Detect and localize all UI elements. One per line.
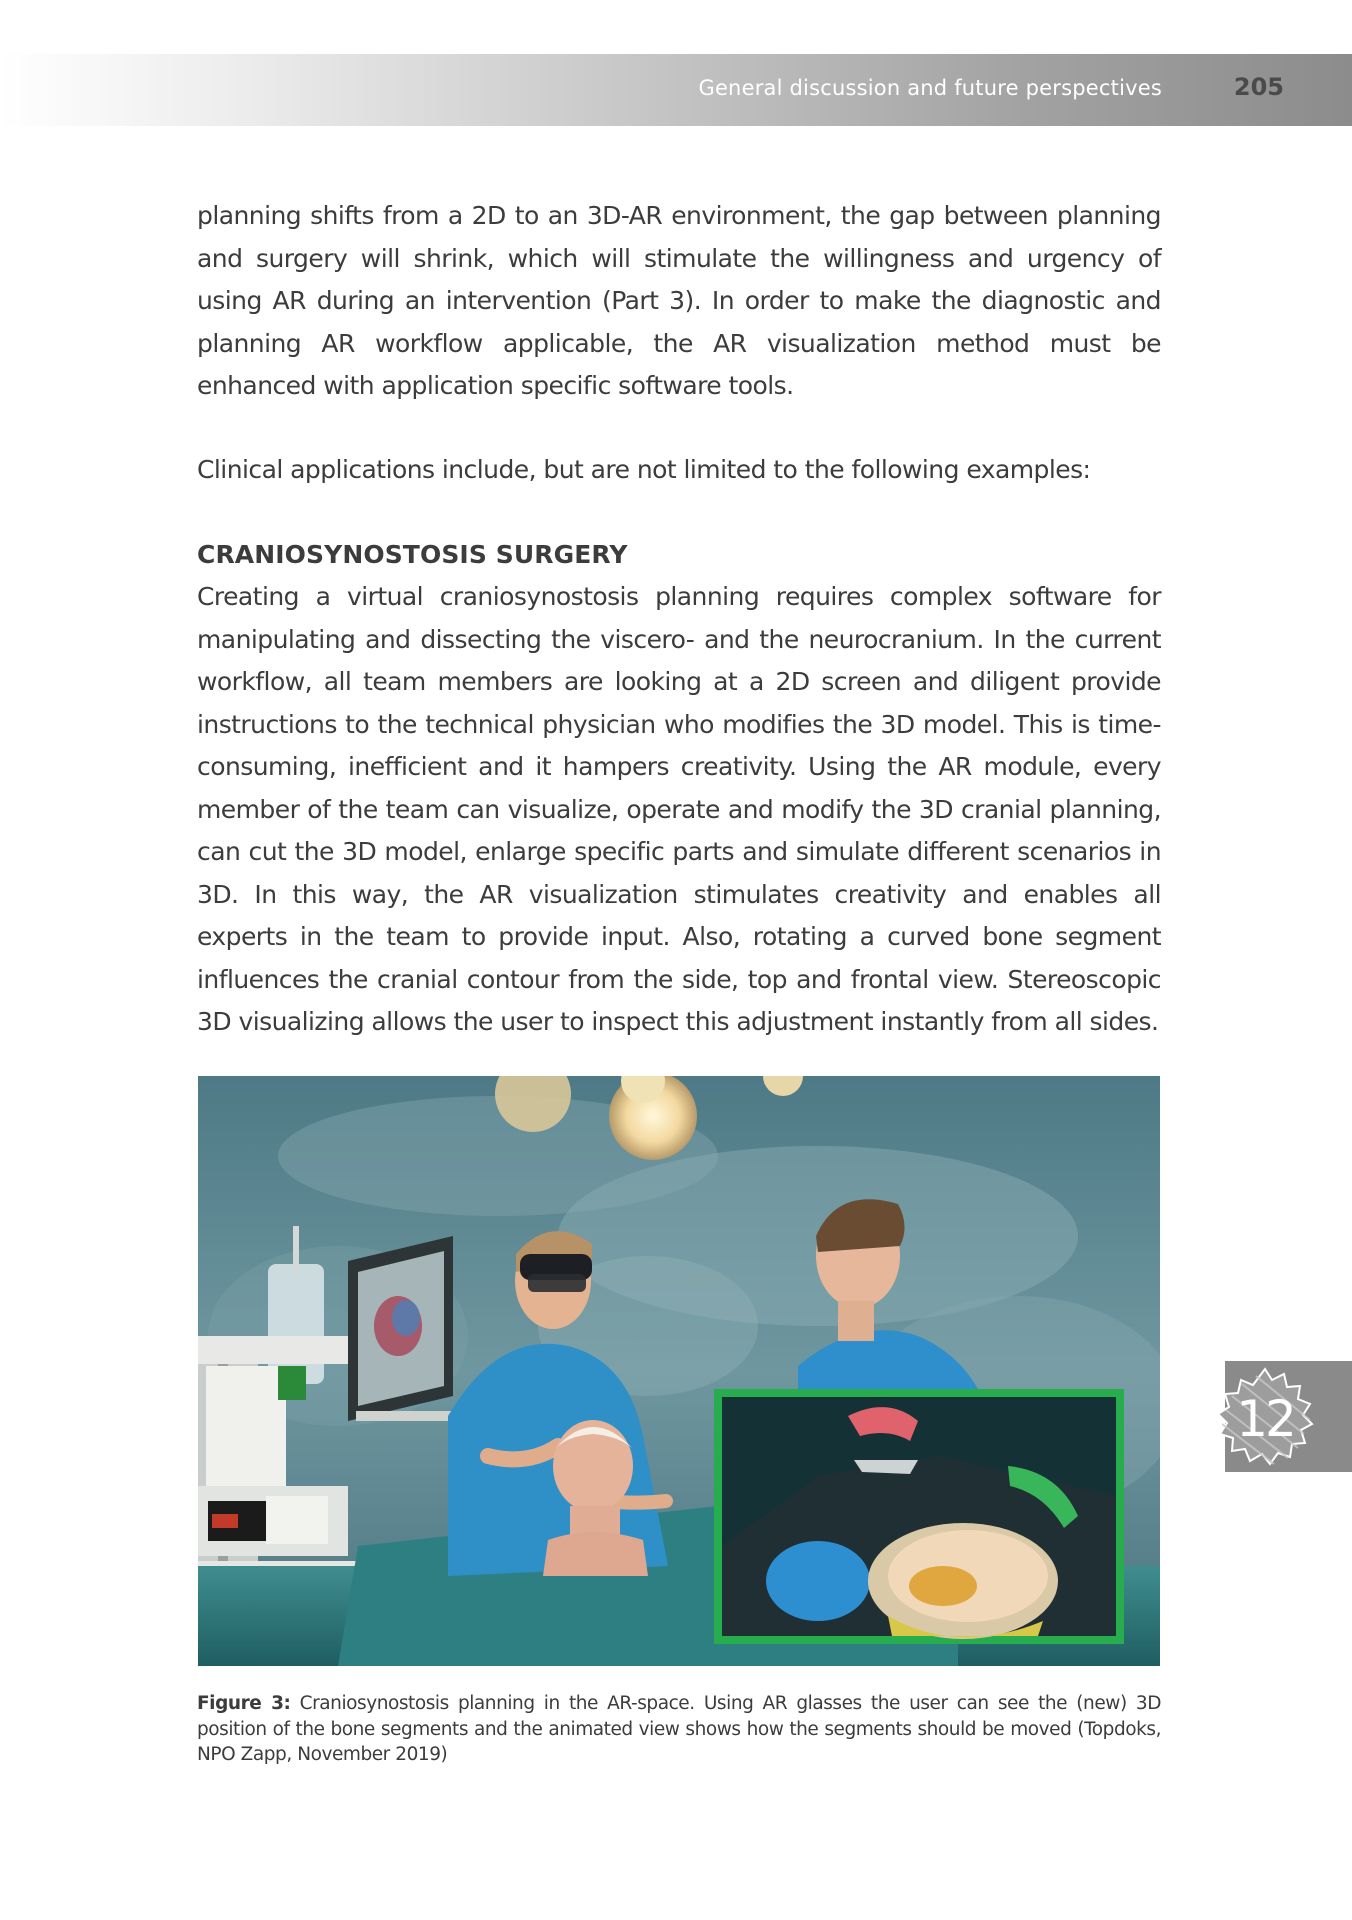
paragraph-text: planning shifts from a 2D to an 3D-AR environment, the gap between planning and surgery will shrink, which will stimulate the willingness and urgency of using AR during an intervention (Part 3). In order to make the diagnostic and planning AR workflow applicable, the AR visualization method must be enhanced with application specific software tools. bbox=[197, 201, 1161, 400]
running-header bbox=[0, 54, 1352, 126]
body-paragraph-2 bbox=[197, 449, 1161, 492]
section-heading-block bbox=[197, 534, 1161, 577]
figure-caption-text: Craniosynostosis planning in the AR-space. Using AR glasses the user can see the (new) 3D position of the bone segments and the animated view shows how the segments should be moved (Topdoks, NPO Zapp, November 2019) bbox=[197, 1693, 1162, 1765]
section-heading: CRANIOSYNOSTOSIS SURGERY bbox=[197, 540, 628, 569]
operating-room-photo bbox=[198, 1076, 1160, 1666]
figure-caption-label: Figure 3: bbox=[197, 1693, 291, 1714]
paragraph-text: Clinical applications include, but are not limited to the following examples: bbox=[197, 455, 1091, 484]
figure-photo bbox=[198, 1076, 1160, 1666]
body-paragraph-1 bbox=[197, 195, 1161, 408]
chapter-number: 12 bbox=[1236, 1390, 1294, 1448]
running-header-title: General discussion and future perspectives bbox=[698, 76, 1162, 100]
figure-caption bbox=[197, 1691, 1161, 1768]
paragraph-text: Creating a virtual craniosynostosis planning requires complex software for manipulating and dissecting the viscero- and the neurocranium. In the current workflow, all team members are looking at a 2D screen and diligent provide instructions to the technical physician who modifies the 3D model. This is time-consuming, inefficient and it hampers creativity. Using the AR module, every member of the team can visualize, operate and modify the 3D cranial planning, can cut the 3D model, enlarge specific parts and simulate different scenarios in 3D. In this way, the AR visualization stimulates creativity and enables all experts in the team to provide input. Also, rotating a curved bone segment influences the cranial contour from the side, top and frontal view. Stereoscopic 3D visualizing allows the user to inspect this adjustment instantly from all sides. bbox=[197, 582, 1161, 1036]
page-number: 205 bbox=[1233, 73, 1284, 101]
body-paragraph-3 bbox=[197, 576, 1161, 1044]
